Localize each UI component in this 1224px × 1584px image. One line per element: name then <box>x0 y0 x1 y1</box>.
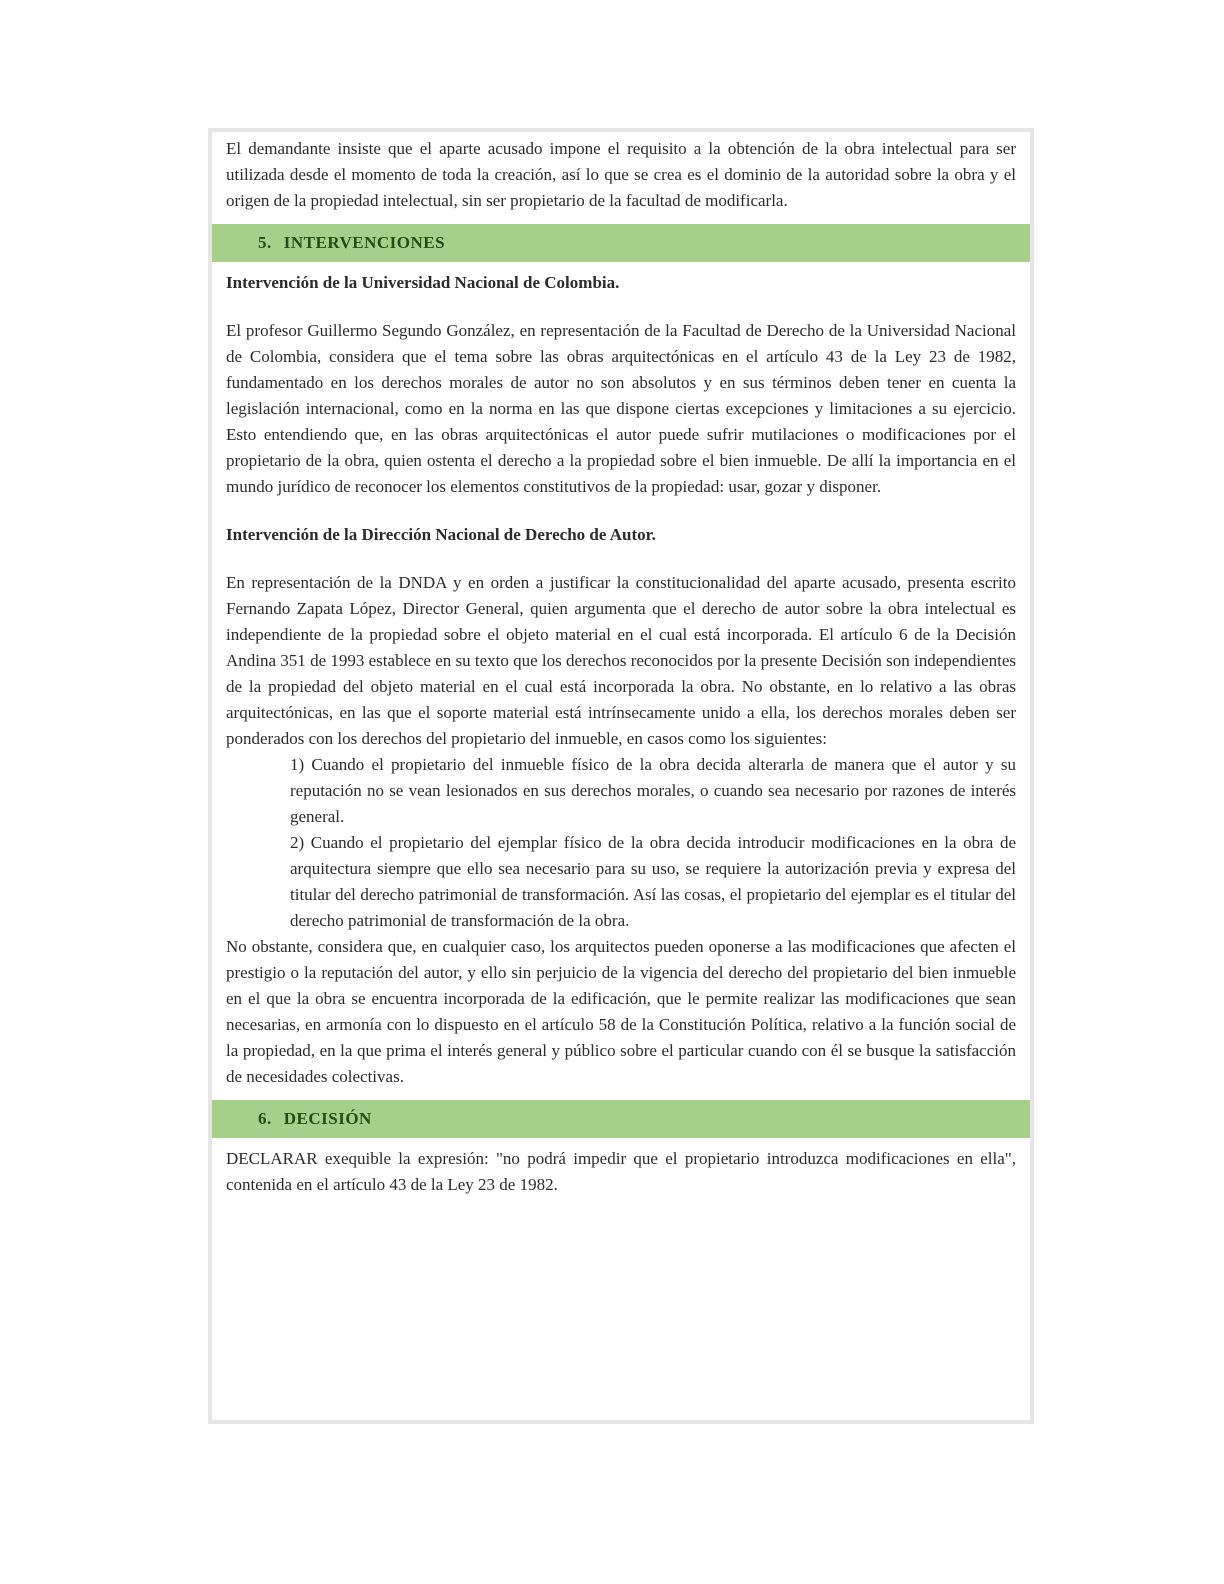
intervention-dnda-list <box>226 752 1016 934</box>
section-number: 6. <box>258 1109 272 1128</box>
intervention-dnda-closing: No obstante, considera que, en cualquier caso, los arquitectos pueden oponerse a las modificaciones que afecten el prestigio o la reputación del autor, y ello sin perjuicio de la vigencia del derecho del propietario del bien inmueble en el que la obra se encuentra incorporada de la edificación, que le permite realizar las modificaciones que sean necesarias, en armonía con lo dispuesto en el artículo 58 de la Constitución Política, relativo a la función social de la propiedad, en la que prima el interés general y público sobre el particular cuando con él se busque la satisfacción de necesidades colectivas. <box>226 937 1016 1086</box>
intervention-unal-title: Intervención de la Universidad Nacional de Colombia. <box>226 273 620 292</box>
list-item: 1) Cuando el propietario del inmueble físico de la obra decida alterarla de manera que el autor y su reputación no se vean lesionados en sus derechos morales, o cuando sea necesario por razones de interés general. <box>290 755 1016 826</box>
list-item: 2) Cuando el propietario del ejemplar físico de la obra decida introducir modificaciones en la obra de arquitectura siempre que ello sea necesario para su uso, se requiere la autorización previa y expresa del titular del derecho patrimonial de transformación. Así las cosas, el propietario del ejemplar es el titular del derecho patrimonial de transformación de la obra. <box>290 833 1016 930</box>
intervention-dnda-title: Intervención de la Dirección Nacional de Derecho de Autor. <box>226 525 656 544</box>
decision-text: DECLARAR exequible la expresión: "no podrá impedir que el propietario introduzca modificaciones en ella", contenida en el artículo 43 de la Ley 23 de 1982. <box>226 1149 1016 1194</box>
section-number: 5. <box>258 233 272 252</box>
document-page <box>208 128 1034 1424</box>
intro-paragraph: El demandante insiste que el aparte acusado impone el requisito a la obtención de la obra intelectual para ser utilizada desde el momento de toda la creación, así lo que se crea es el dominio de la autoridad sobre la obra y el origen de la propiedad intelectual, sin ser propietario de la facultad de modificarla. <box>226 139 1016 210</box>
intervention-unal-body: El profesor Guillermo Segundo González, en representación de la Facultad de Derecho de la Universidad Nacional de Colombia, considera que el tema sobre las obras arquitectónicas en el artículo 43 de la Ley 23 de 1982, fundamentado en los derechos morales de autor no son absolutos y en sus términos deben tener en cuenta la legislación internacional, como en la norma en las que dispone ciertas excepciones y limitaciones a su ejercicio. Esto entendiendo que, en las obras arquitectónicas el autor puede sufrir mutilaciones o modificaciones por el propietario de la obra, quien ostenta el derecho a la propiedad sobre el bien inmueble. De allí la importancia en el mundo jurídico de reconocer los elementos constitutivos de la propiedad: usar, gozar y disponer. <box>226 321 1016 496</box>
intervention-dnda-body: En representación de la DNDA y en orden a justificar la constitucionalidad del aparte acusado, presenta escrito Fernando Zapata López, Director General, quien argumenta que el derecho de autor sobre la obra intelectual es independiente de la propiedad sobre el objeto material en el cual está incorporada. El artículo 6 de la Decisión Andina 351 de 1993 establece en su texto que los derechos reconocidos por la presente Decisión son independientes de la propiedad del objeto material en el cual está incorporada la obra. No obstante, en lo relativo a las obras arquitectónicas, en las que el soporte material está intrínsecamente unido a ella, los derechos morales deben ser ponderados con los derechos del propietario del inmueble, en casos como los siguientes: <box>226 573 1016 748</box>
section-heading-decision <box>208 1100 1034 1138</box>
section-title: DECISIÓN <box>283 1109 372 1128</box>
section-heading-intervenciones <box>208 224 1034 262</box>
document-content <box>226 136 1016 1198</box>
section-title: INTERVENCIONES <box>283 233 446 252</box>
